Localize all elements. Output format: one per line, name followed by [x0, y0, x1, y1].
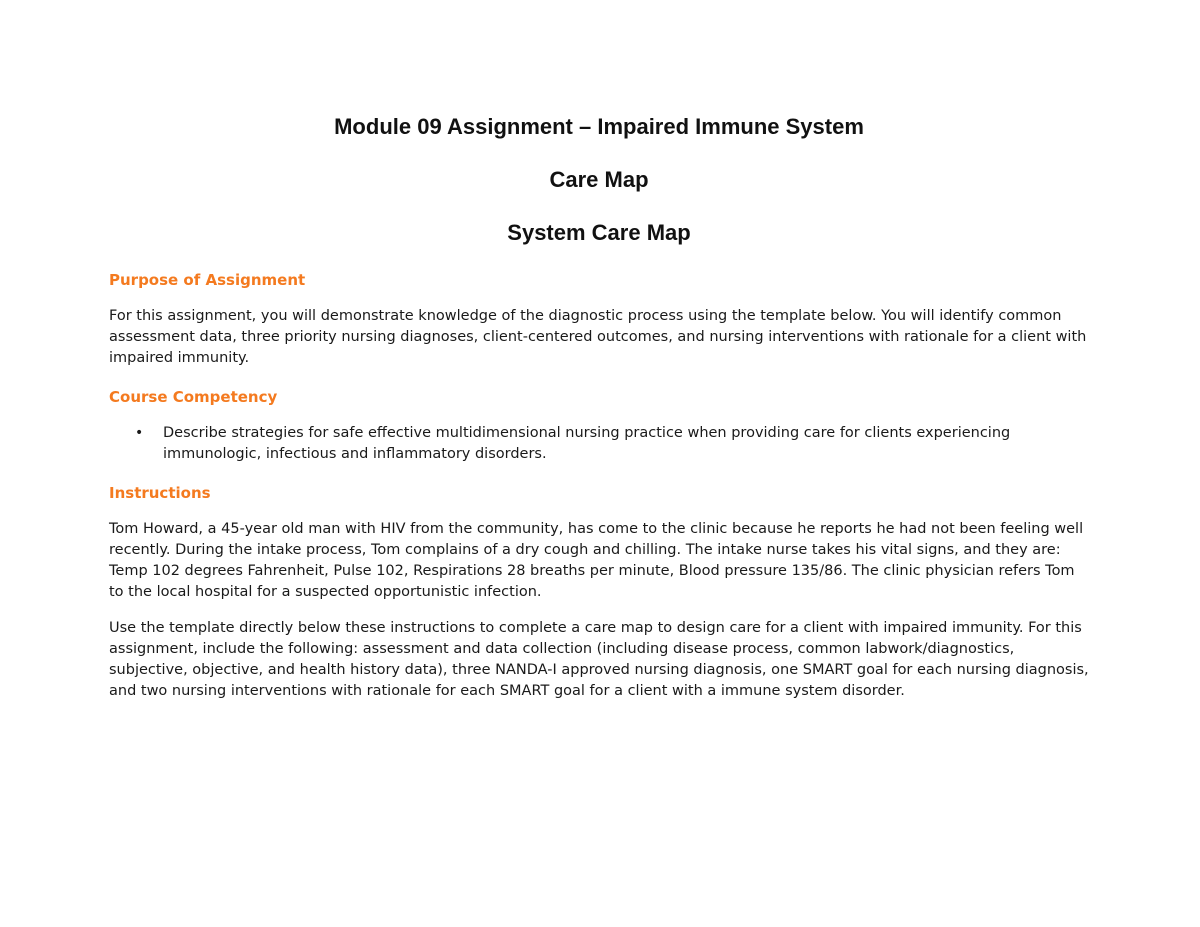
instructions-paragraph-task: Use the template directly below these instructions to complete a care map to design care for a client with impaired immunity. For this assignment, include the following: assessment and data collection (including disease process, common labwork/diagnostics, subjective, objective, and health history data), three NANDA-I approved nursing diagnosis, one SMART goal for each nursing diagnosis, and two nursing interventions with rationale for each SMART goal for a client with a immune system disorder. [109, 620, 1089, 699]
competency-list [109, 423, 1089, 465]
competency-heading: Course Competency [109, 388, 278, 406]
instructions-heading: Instructions [109, 484, 211, 502]
document-subtitle-secondary: System Care Map [507, 220, 691, 245]
purpose-paragraph: For this assignment, you will demonstrate knowledge of the diagnostic process using the template below. You will identify common assessment data, three priority nursing diagnoses, client-centered outcomes, and nursing interventions with rationale for a client with impaired immunity. [109, 308, 1087, 366]
competency-item [109, 423, 1089, 465]
bullet-icon: • [135, 425, 144, 441]
document-subtitle: Care Map [549, 167, 649, 192]
document-body [109, 108, 1089, 702]
competency-item-text: Describe strategies for safe effective multidimensional nursing practice when providing care for clients experiencing immunologic, infectious and inflammatory disorders. [163, 425, 1011, 462]
document-title: Module 09 Assignment – Impaired Immune System [334, 114, 864, 139]
instructions-paragraph-case: Tom Howard, a 45-year old man with HIV from the community, has come to the clinic because he reports he had not been feeling well recently. During the intake process, Tom complains of a dry cough and chilling. The intake nurse takes his vital signs, and they are: Temp 102 degrees Fahrenheit, Pulse 102, Respirations 28 breaths per minute, Blood pressure 135/86. The clinic physician refers Tom to the local hospital for a suspected opportunistic infection. [109, 521, 1084, 600]
purpose-heading: Purpose of Assignment [109, 271, 306, 289]
